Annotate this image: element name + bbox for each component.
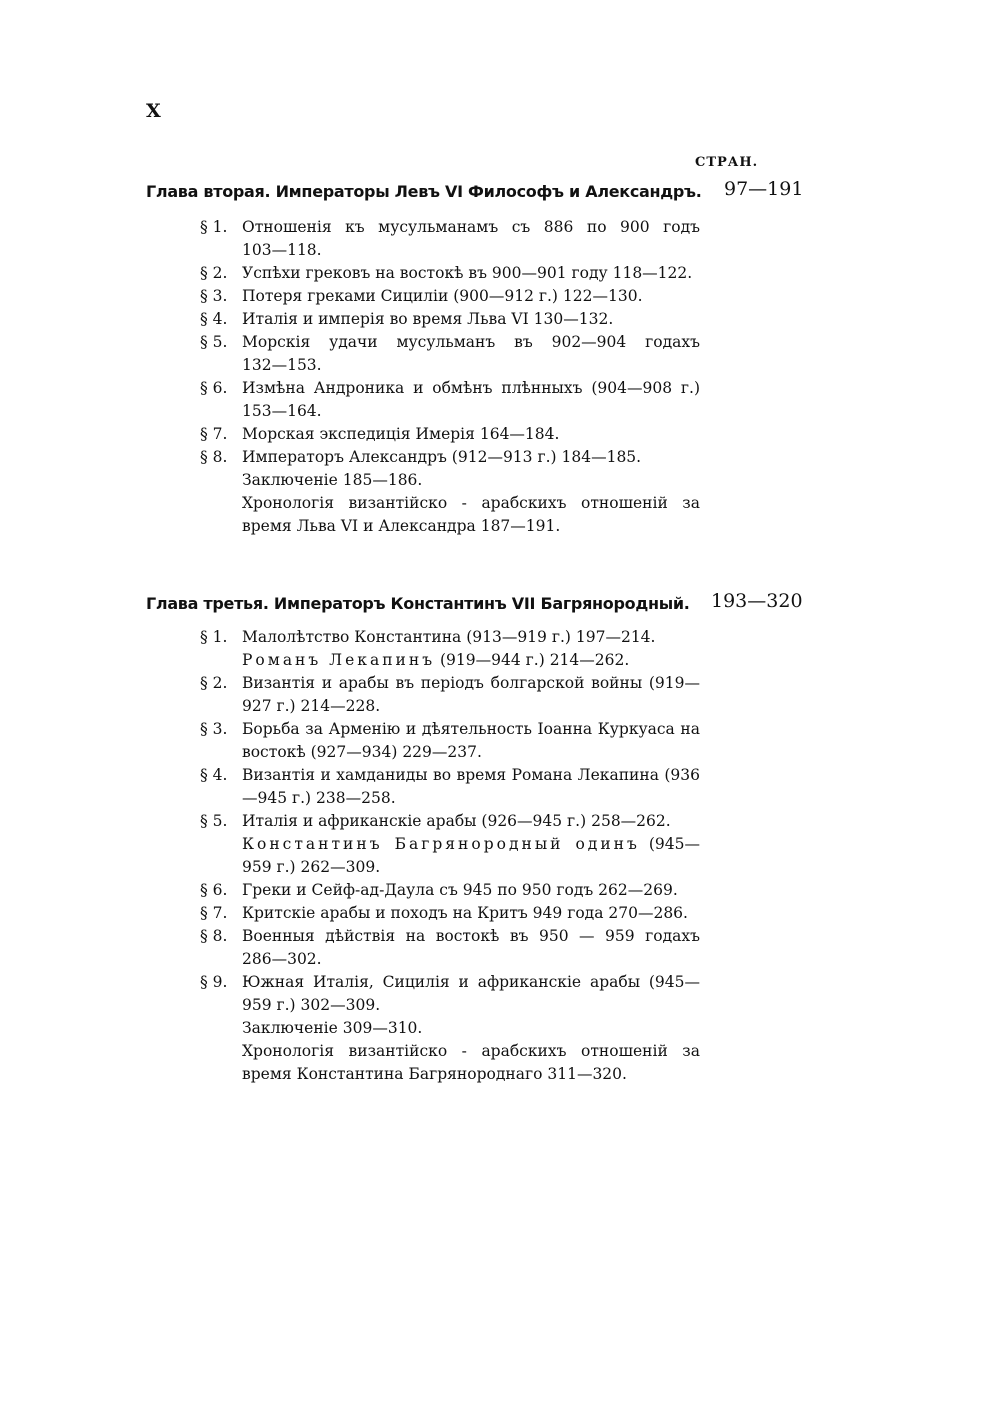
toc-entry <box>200 331 700 377</box>
entry-text: Южная Италія, Сицилія и африканскіе арабы (945—959 г.) <box>242 973 700 1014</box>
chapter-pages: 193—320 <box>711 590 803 612</box>
entry-pages: 302—309. <box>300 996 381 1014</box>
entry-pages: 122—130. <box>562 287 643 305</box>
section-number: § 5. <box>200 333 228 351</box>
entry-text: Константинъ Багрянородный одинъ (945—959 г.) <box>242 835 700 876</box>
entry-text: Борьба за Арменію и дѣятельность Іоанна Куркуаса на востокѣ (927—934) <box>242 720 700 761</box>
entry-body <box>242 285 700 308</box>
entry-body <box>242 810 700 833</box>
entry-pages: 132—153. <box>242 356 322 374</box>
pages-column-header: СТРАН. <box>695 155 759 170</box>
toc-entry <box>200 492 700 538</box>
entry-pages: 130—132. <box>533 310 614 328</box>
entry-pages: 311—320. <box>547 1065 627 1083</box>
section-number: § 1. <box>200 218 228 236</box>
toc-entry <box>200 764 700 810</box>
toc-entry <box>200 262 700 285</box>
page-number: X <box>146 100 161 122</box>
entry-pages: 103—118. <box>242 241 322 259</box>
section-number: § 6. <box>200 379 228 397</box>
section-number: § 2. <box>200 264 228 282</box>
section-number: § 4. <box>200 310 228 328</box>
entry-body <box>242 971 700 1017</box>
entry-pages: 153—164. <box>242 402 322 420</box>
toc-entry <box>200 649 700 672</box>
entry-text: Хронологія византійско - арабскихъ отношеній за время Льва VI и Александра <box>242 494 700 535</box>
toc-entry <box>200 626 700 649</box>
entry-pages: 258—262. <box>591 812 671 830</box>
chapter-pages: 97—191 <box>724 178 804 200</box>
entry-text: Византія и арабы въ періодъ болгарской войны (919—927 г.) <box>242 674 700 715</box>
entry-text: Греки и Сейф-ад-Даула съ 945 по 950 годъ <box>242 881 594 899</box>
entry-body <box>242 331 700 377</box>
entry-text: Малолѣтство Константина (913—919 г.) <box>242 628 571 646</box>
section-number: § 4. <box>200 766 228 784</box>
entry-pages: 185—186. <box>342 471 423 489</box>
entry-text: Италія и имперія во время Льва VI <box>242 310 529 328</box>
entry-body <box>242 626 700 649</box>
entry-text: Критскіе арабы и походъ на Критъ 949 года <box>242 904 604 922</box>
entry-pages: 214—228. <box>300 697 381 715</box>
section-number: § 5. <box>200 812 228 830</box>
toc-entry <box>200 377 700 423</box>
entry-body <box>242 879 700 902</box>
entry-pages: 309—310. <box>342 1019 423 1037</box>
toc-entries <box>200 626 700 1086</box>
toc-entry <box>200 469 700 492</box>
toc-entries <box>200 216 700 538</box>
section-number: § 7. <box>200 425 228 443</box>
entry-body <box>242 649 700 672</box>
entry-body <box>242 902 700 925</box>
entry-pages: 262—309. <box>300 858 381 876</box>
section-number: § 1. <box>200 628 228 646</box>
toc-entry <box>200 879 700 902</box>
entry-body <box>242 423 700 446</box>
entry-text: Хронологія византійско - арабскихъ отношеній за время Константина Багрянороднаго <box>242 1042 700 1083</box>
entry-text: Измѣна Андроника и обмѣнъ плѣнныхъ (904—908 г.) <box>242 379 700 397</box>
entry-body <box>242 833 700 879</box>
entry-body <box>242 469 700 492</box>
entry-pages: 197—214. <box>575 628 656 646</box>
entry-body <box>242 925 700 971</box>
toc-entry <box>200 925 700 971</box>
entry-text: Морская экспедиція Имерія <box>242 425 475 443</box>
entry-body <box>242 446 700 469</box>
section-number: § 8. <box>200 448 228 466</box>
toc-entry <box>200 718 700 764</box>
toc-entry <box>200 672 700 718</box>
entry-pages: 262—269. <box>598 881 678 899</box>
entry-pages: 118—122. <box>612 264 693 282</box>
section-number: § 7. <box>200 904 228 922</box>
entry-text: Военныя дѣйствія на востокѣ въ 950 — 959 годахъ <box>242 927 700 945</box>
section-number: § 9. <box>200 973 228 991</box>
entry-text: Императоръ Александръ (912—913 г.) <box>242 448 557 466</box>
section-number: § 3. <box>200 720 228 738</box>
entry-text: Италія и африканскіе арабы (926—945 г.) <box>242 812 587 830</box>
entry-pages: 229—237. <box>402 743 482 761</box>
section-number: § 8. <box>200 927 228 945</box>
entry-text: Византія и хамданиды во время Романа Лекапина (936—945 г.) <box>242 766 700 807</box>
toc-entry <box>200 833 700 879</box>
entry-pages: 187—191. <box>480 517 561 535</box>
entry-body <box>242 308 700 331</box>
entry-body <box>242 492 700 538</box>
entry-text: Заключеніе <box>242 1019 338 1037</box>
entry-body <box>242 718 700 764</box>
toc-entry <box>200 971 700 1017</box>
section-number: § 3. <box>200 287 228 305</box>
entry-body <box>242 262 700 285</box>
entry-pages: 184—185. <box>561 448 642 466</box>
toc-entry <box>200 810 700 833</box>
entry-pages: 164—184. <box>479 425 560 443</box>
entry-body <box>242 672 700 718</box>
entry-text: Потеря греками Сициліи (900—912 г.) <box>242 287 558 305</box>
toc-entry <box>200 285 700 308</box>
entry-text: Успѣхи грековъ на востокѣ въ 900—901 году <box>242 264 608 282</box>
entry-pages: 238—258. <box>316 789 396 807</box>
entry-body <box>242 1017 700 1040</box>
toc-entry <box>200 216 700 262</box>
entry-body <box>242 764 700 810</box>
chapter-title: Глава третья. Императоръ Константинъ VII Багрянородный. <box>146 594 690 613</box>
toc-entry <box>200 1017 700 1040</box>
toc-entry <box>200 308 700 331</box>
entry-body <box>242 1040 700 1086</box>
entry-text: Морскія удачи мусульманъ въ 902—904 годахъ <box>242 333 700 351</box>
entry-body <box>242 377 700 423</box>
toc-entry <box>200 446 700 469</box>
entry-pages: 270—286. <box>608 904 688 922</box>
section-number: § 6. <box>200 881 228 899</box>
toc-entry <box>200 902 700 925</box>
entry-pages: 214—262. <box>549 651 630 669</box>
entry-text: Романъ Лекапинъ (919—944 г.) <box>242 651 545 669</box>
entry-pages: 286—302. <box>242 950 322 968</box>
toc-entry <box>200 423 700 446</box>
entry-text: Заключеніе <box>242 471 338 489</box>
toc-entry <box>200 1040 700 1086</box>
chapter-title: Глава вторая. Императоры Левъ VI Философъ и Александръ. <box>146 182 702 201</box>
section-number: § 2. <box>200 674 228 692</box>
entry-body <box>242 216 700 262</box>
entry-text: Отношенія къ мусульманамъ съ 886 по 900 годъ <box>242 218 700 236</box>
